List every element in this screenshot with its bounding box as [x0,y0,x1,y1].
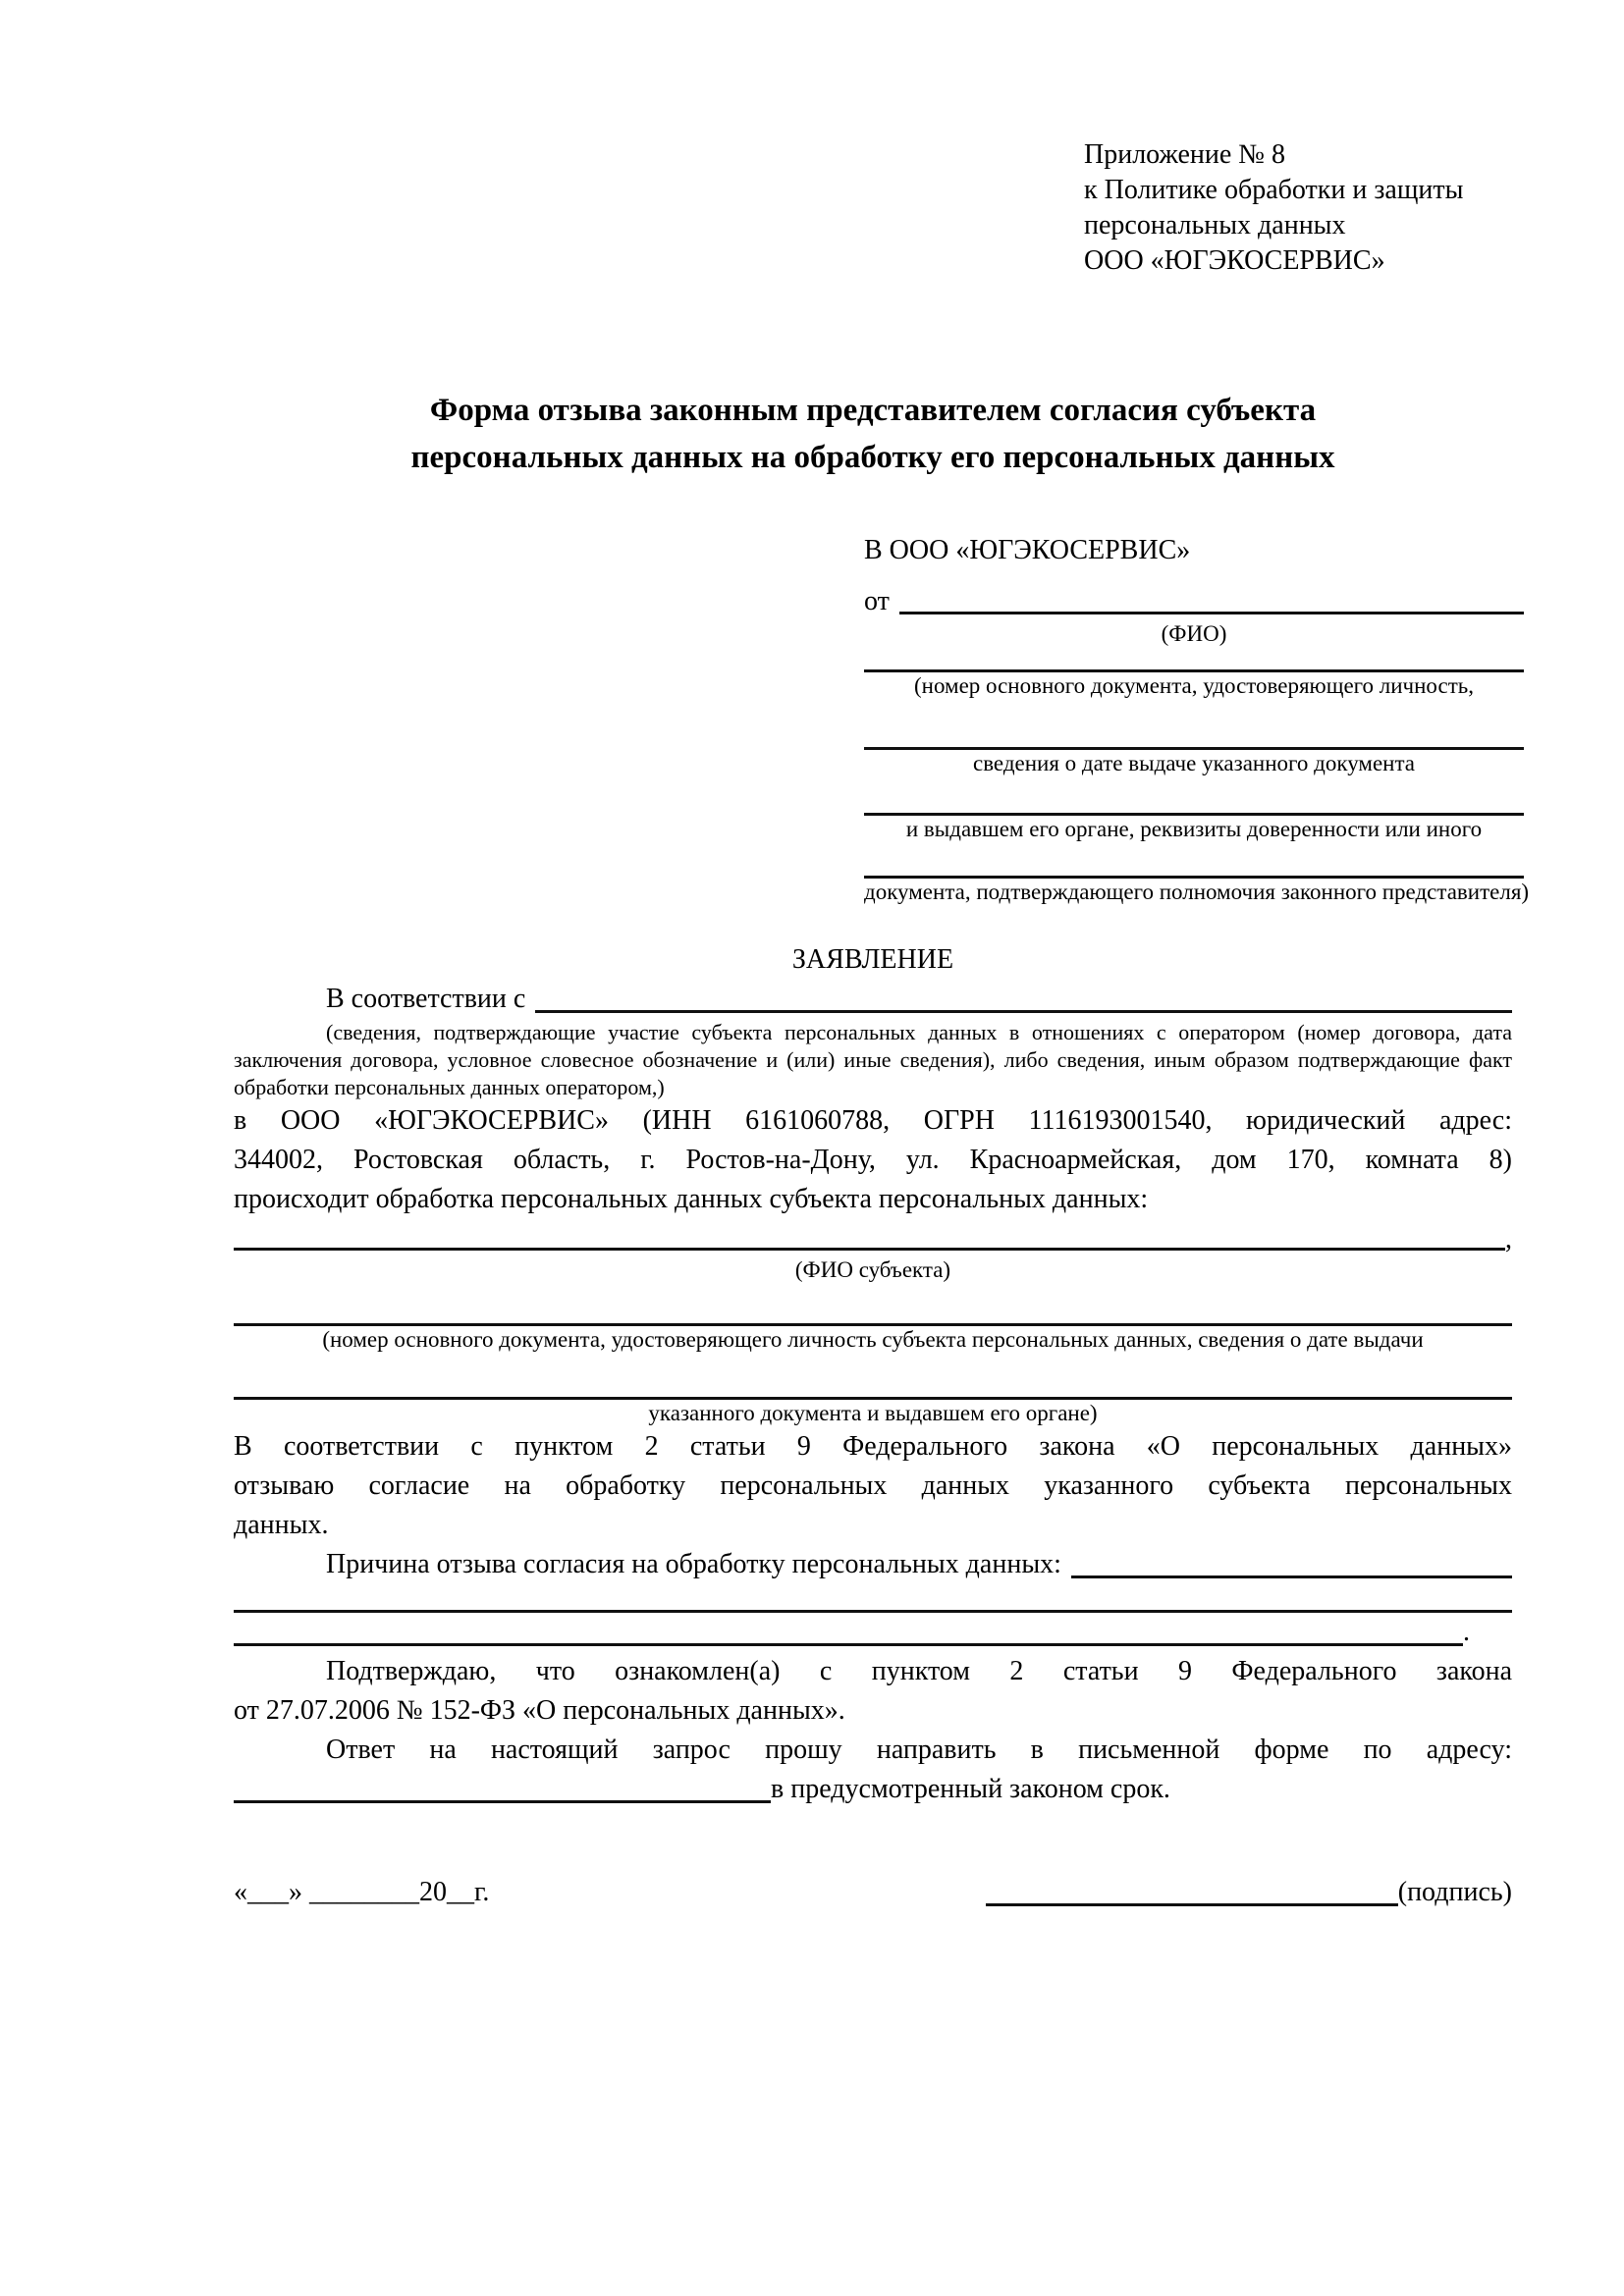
document-title-line: персональных данных на обработку его персональных данных [410,440,1335,475]
subject-doc-caption: (номер основного документа, удостоверяющего личность субъекта персональных данных, сведения о дате выдачи [322,1327,1424,1352]
intro-caption-line: заключения договора, условное словесное обозначение и (или) иные сведения), либо сведения, иным образом подтверждающие факт [234,1047,1512,1072]
operator-paragraph-line: 344002, Ростовская область, г. Ростов-на-Дону, ул. Красноармейская, дом 170, комната 8) [234,1145,1512,1175]
representative-doc-caption: документа, подтверждающего полномочия законного представителя) [864,880,1530,904]
reason-last-row [234,1613,1512,1652]
intro-blank-line[interactable] [535,980,1512,1013]
reason-blank-line[interactable] [1071,1545,1512,1578]
date-blank-line[interactable]: «___» ________20__г. [234,1877,490,1907]
reason-row [234,1545,1512,1584]
subject-fio-blank-line[interactable] [234,1223,1505,1251]
operator-paragraph-line: в ООО «ЮГЭКОСЕРВИС» (ИНН 6161060788, ОГРН 1116193001540, юридический адрес: [234,1105,1512,1136]
footer-row [234,1873,1512,1912]
from-row [864,583,1524,620]
subject-doc-caption: указанного документа и выдавшем его органе) [648,1401,1098,1425]
period-mark: . [1463,1617,1470,1647]
reply-suffix: в предусмотренный законом срок. [771,1774,1170,1804]
intro-caption-line: обработки персональных данных оператором,) [234,1075,665,1099]
confirm-paragraph-line: Подтверждаю, что ознакомлен(а) с пунктом 2 статьи 9 Федерального закона [326,1656,1512,1686]
from-label: от [864,586,890,616]
comma-mark: , [1505,1224,1512,1255]
withdrawal-paragraph-line: В соответствии с пунктом 2 статьи 9 Федерального закона «О персональных данных» [234,1431,1512,1462]
addressee-to: В ООО «ЮГЭКОСЕРВИС» [864,535,1191,565]
addressee-block [864,532,1530,906]
intro-prefix: В соответствии с [326,984,526,1014]
representative-doc-caption: сведения о дате выдаче указанного документа [972,751,1416,775]
signature-blank-line[interactable] [986,1873,1398,1906]
fio-caption: (ФИО) [1161,621,1227,646]
reply-address-blank-line[interactable] [234,1770,771,1803]
reason-prefix: Причина отзыва согласия на обработку персональных данных: [326,1549,1061,1579]
subject-fio-caption: (ФИО субъекта) [794,1257,951,1282]
representative-doc-caption: (номер основного документа, удостоверяющего личность, [913,673,1474,698]
statement-body [234,940,1512,1809]
signature-area [986,1873,1512,1912]
reason-blank-line[interactable] [234,1613,1463,1646]
reply-paragraph-line: Ответ на настоящий запрос прошу направить в письменной форме по адресу: [326,1735,1512,1765]
appendix-line: Приложение № 8 [1084,139,1285,170]
appendix-line: персональных данных [1084,210,1346,240]
operator-paragraph-line: происходит обработка персональных данных субъекта персональных данных: [234,1184,1149,1214]
representative-doc-caption: и выдавшем его органе, реквизиты доверенности или иного [905,817,1483,841]
appendix-block [1084,137,1516,279]
subject-fio-row [234,1223,1512,1256]
appendix-line: к Политике обработки и защиты [1084,175,1464,205]
statement-heading: ЗАЯВЛЕНИЕ [791,944,954,975]
withdrawal-paragraph-line: отзываю согласие на обработку персональных данных указанного субъекта персональных [234,1470,1512,1501]
reply-address-row [234,1770,1512,1809]
confirm-paragraph-line: от 27.07.2006 № 152-ФЗ «О персональных данных». [234,1695,845,1726]
document-title-line: Форма отзыва законным представителем согласия субъекта [429,393,1317,428]
appendix-line: ООО «ЮГЭКОСЕРВИС» [1084,245,1385,276]
document-title [234,387,1512,481]
signature-caption: (подпись) [1397,1877,1512,1907]
intro-row [234,980,1512,1019]
withdrawal-paragraph-line: данных. [234,1510,329,1540]
representative-fio-blank-line[interactable] [899,583,1524,614]
intro-caption-line: (сведения, подтверждающие участие субъекта персональных данных в отношениях с оператором (номер договора, дата [326,1020,1512,1044]
